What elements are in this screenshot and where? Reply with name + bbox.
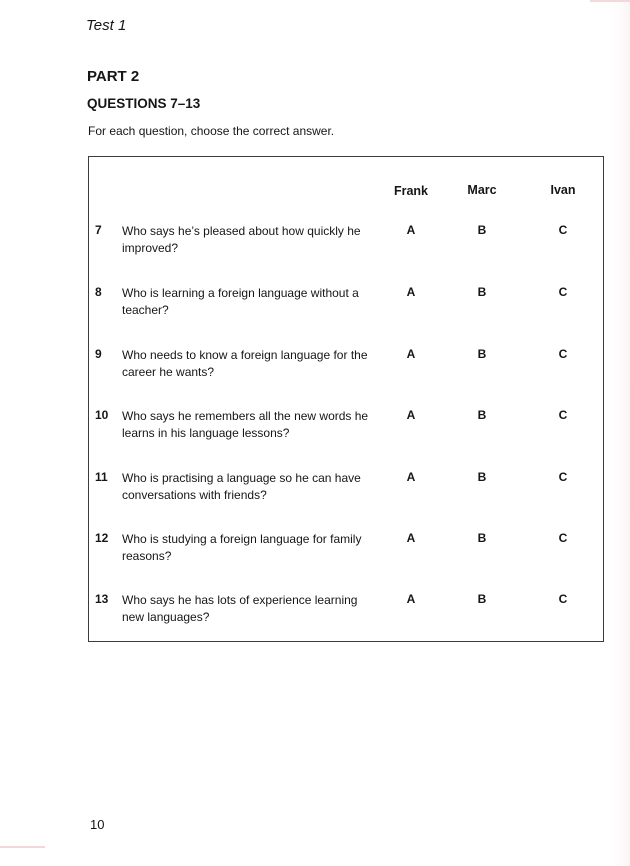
page-edge-mark — [590, 0, 630, 2]
question-row — [89, 347, 603, 397]
part-title: PART 2 — [87, 68, 140, 85]
option-a[interactable]: A — [406, 592, 416, 606]
option-b[interactable]: B — [477, 285, 487, 299]
option-a[interactable]: A — [406, 347, 416, 361]
option-c[interactable]: C — [558, 470, 568, 484]
question-row — [89, 408, 603, 458]
option-b[interactable]: B — [477, 531, 487, 545]
question-text: Who says he remembers all the new words he learns in his language lessons? — [122, 409, 369, 440]
option-a[interactable]: A — [406, 470, 416, 484]
option-b[interactable]: B — [477, 347, 487, 361]
option-c[interactable]: C — [558, 285, 568, 299]
questions-range-title: QUESTIONS 7–13 — [87, 96, 201, 111]
option-c[interactable]: C — [558, 592, 568, 606]
question-text: Who is learning a foreign language without a teacher? — [122, 286, 359, 317]
question-row — [89, 223, 603, 273]
question-text: Who is practising a language so he can have conversations with friends? — [122, 471, 361, 502]
question-number: 8 — [95, 285, 102, 299]
option-b[interactable]: B — [477, 223, 487, 237]
page-edge-shadow — [610, 0, 630, 866]
question-text: Who says he’s pleased about how quickly he improved? — [122, 224, 361, 255]
option-a[interactable]: A — [406, 223, 416, 237]
question-number: 7 — [95, 223, 102, 237]
instruction-text: For each question, choose the correct answer. — [88, 124, 335, 138]
page-edge-mark — [0, 846, 45, 848]
question-text: Who is studying a foreign language for family reasons? — [122, 532, 362, 563]
option-c[interactable]: C — [558, 347, 568, 361]
option-b[interactable]: B — [477, 408, 487, 422]
question-row — [89, 592, 603, 642]
test-label: Test 1 — [86, 17, 127, 34]
page-number: 10 — [90, 817, 105, 832]
question-text: Who needs to know a foreign language for the career he wants? — [122, 348, 368, 379]
column-header-frank: Frank — [393, 184, 429, 198]
question-row — [89, 285, 603, 335]
column-header-ivan: Ivan — [550, 183, 576, 197]
question-number: 13 — [95, 592, 109, 606]
questions-table — [88, 156, 604, 642]
column-header-marc: Marc — [467, 183, 497, 197]
question-text: Who says he has lots of experience learning new languages? — [122, 593, 358, 624]
question-number: 10 — [95, 408, 109, 422]
option-c[interactable]: C — [558, 223, 568, 237]
question-row — [89, 531, 603, 581]
question-number: 11 — [95, 470, 108, 484]
option-a[interactable]: A — [406, 531, 416, 545]
question-row — [89, 470, 603, 520]
question-number: 9 — [95, 347, 102, 361]
question-number: 12 — [95, 531, 109, 545]
option-b[interactable]: B — [477, 470, 487, 484]
option-c[interactable]: C — [558, 408, 568, 422]
option-a[interactable]: A — [406, 285, 416, 299]
option-b[interactable]: B — [477, 592, 487, 606]
option-c[interactable]: C — [558, 531, 568, 545]
option-a[interactable]: A — [406, 408, 416, 422]
